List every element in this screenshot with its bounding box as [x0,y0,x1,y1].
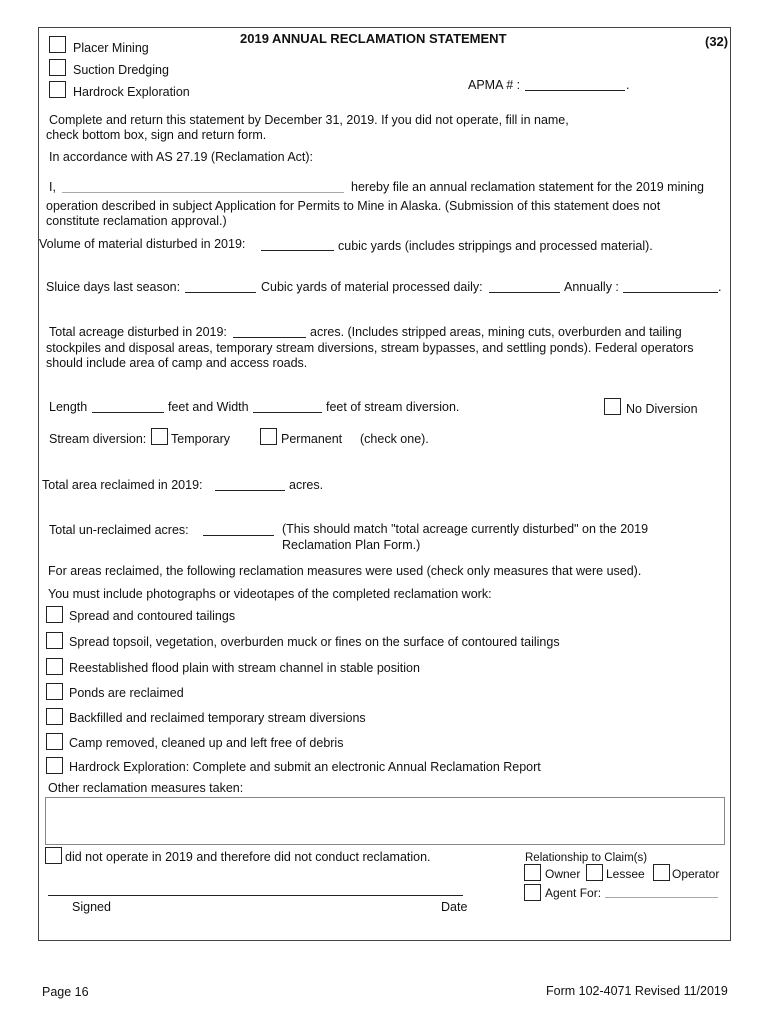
other-measures-input[interactable] [45,797,725,845]
placer-mining-checkbox[interactable] [49,36,66,53]
did-not-operate-checkbox[interactable] [45,847,62,864]
form-revision: Form 102-4071 Revised 11/2019 [546,984,728,998]
did-not-operate-label: did not operate in 2019 and therefore did not conduct reclamation. [65,850,431,864]
placer-mining-label: Placer Mining [73,41,149,55]
cubic-yards-daily-label: Cubic yards of material processed daily: [261,280,483,294]
unreclaimed-note-1: (This should match "total acreage currently disturbed" on the 2019 [282,522,649,536]
form-number: (32) [705,34,729,49]
measure-checkbox[interactable] [46,708,63,725]
sluice-days-field[interactable] [185,292,256,293]
owner-label: Owner [545,867,581,881]
width-label: feet and Width [168,400,249,414]
relationship-label: Relationship to Claim(s) [525,852,648,864]
width-field[interactable] [253,412,322,413]
apma-label: APMA # : [468,78,521,92]
apma-field[interactable] [525,90,625,91]
temporary-label: Temporary [171,432,231,446]
acreage-field[interactable] [233,337,306,338]
measure-label: Camp removed, cleaned up and left free of debris [69,736,344,750]
file-statement-text: hereby file an annual reclamation statement for the 2019 mining [351,180,704,194]
instructions-line-1: Complete and return this statement by December 31, 2019. If you did not operate, fill in name, [49,113,569,127]
permanent-checkbox[interactable] [260,428,277,445]
instructions-line-2: check bottom box, sign and return form. [46,128,267,142]
suction-dredging-label: Suction Dredging [73,63,169,77]
annually-field[interactable] [623,292,718,293]
operator-checkbox[interactable] [653,864,670,881]
unreclaimed-field[interactable] [203,535,274,536]
acreage-label: Total acreage disturbed in 2019: [49,325,227,339]
date-label: Date [441,900,468,914]
length-field[interactable] [92,412,164,413]
acreage-line-2: stockpiles and disposal areas, temporary stream diversions, stream bypasses, and settling ponds). Federal operators [46,341,694,355]
no-diversion-label: No Diversion [626,402,698,416]
signature-line[interactable] [48,895,463,896]
apma-period: . [626,78,630,92]
temporary-checkbox[interactable] [151,428,168,445]
stream-diversion-label: Stream diversion: [49,432,147,446]
permanent-label: Permanent [281,432,343,446]
operator-label: Operator [672,867,720,881]
cubic-yards-daily-field[interactable] [489,292,560,293]
page-number: Page 16 [42,985,89,999]
volume-suffix: cubic yards (includes strippings and processed material). [338,239,653,253]
hardrock-exploration-checkbox[interactable] [49,81,66,98]
accordance-text: In accordance with AS 27.19 (Reclamation Act): [49,150,314,164]
acreage-suffix: acres. (Includes stripped areas, mining cuts, overburden and tailing [310,325,682,339]
acreage-line-3: should include area of camp and access roads. [46,356,308,370]
agent-checkbox[interactable] [524,884,541,901]
annually-label: Annually : [564,280,619,294]
agent-field[interactable] [605,897,718,898]
lessee-checkbox[interactable] [586,864,603,881]
check-one-text: (check one). [360,432,429,446]
measure-label: Spread topsoil, vegetation, overburden muck or fines on the surface of contoured tailings [69,635,560,649]
owner-checkbox[interactable] [524,864,541,881]
name-field[interactable] [62,192,344,193]
measure-checkbox[interactable] [46,658,63,675]
hardrock-exploration-label: Hardrock Exploration [73,85,190,99]
measure-label: Hardrock Exploration: Complete and submit an electronic Annual Reclamation Report [69,760,541,774]
measure-label: Ponds are reclaimed [69,686,184,700]
other-measures-label: Other reclamation measures taken: [48,781,244,795]
reclaimed-label: Total area reclaimed in 2019: [42,478,203,492]
suction-dredging-checkbox[interactable] [49,59,66,76]
i-prefix: I, [49,180,56,194]
measure-checkbox[interactable] [46,606,63,623]
measure-checkbox[interactable] [46,632,63,649]
measure-checkbox[interactable] [46,683,63,700]
operation-text-2: constitute reclamation approval.) [46,214,227,228]
measure-label: Backfilled and reclaimed temporary stream diversions [69,711,366,725]
annually-period: . [718,280,722,294]
measure-checkbox[interactable] [46,733,63,750]
signed-label: Signed [72,900,111,914]
unreclaimed-note-2: Reclamation Plan Form.) [282,538,421,552]
volume-label: Volume of material disturbed in 2019: [39,237,246,251]
lessee-label: Lessee [606,867,645,881]
stream-diversion-suffix: feet of stream diversion. [326,400,460,414]
measures-intro-2: You must include photographs or videotapes of the completed reclamation work: [48,587,492,601]
measure-checkbox[interactable] [46,757,63,774]
reclaimed-suffix: acres. [289,478,324,492]
unreclaimed-label: Total un-reclaimed acres: [49,523,189,537]
volume-field[interactable] [261,250,334,251]
length-label: Length [49,400,88,414]
measure-label: Spread and contoured tailings [69,609,236,623]
page-title: 2019 ANNUAL RECLAMATION STATEMENT [240,31,507,46]
measures-intro-1: For areas reclaimed, the following reclamation measures were used (check only measures that were used). [48,564,642,578]
agent-label: Agent For: [545,886,602,900]
measure-label: Reestablished flood plain with stream channel in stable position [69,661,420,675]
operation-text-1: operation described in subject Application for Permits to Mine in Alaska. (Submission of this statement does not [46,199,661,213]
reclaimed-field[interactable] [215,490,285,491]
no-diversion-checkbox[interactable] [604,398,621,415]
sluice-days-label: Sluice days last season: [46,280,181,294]
